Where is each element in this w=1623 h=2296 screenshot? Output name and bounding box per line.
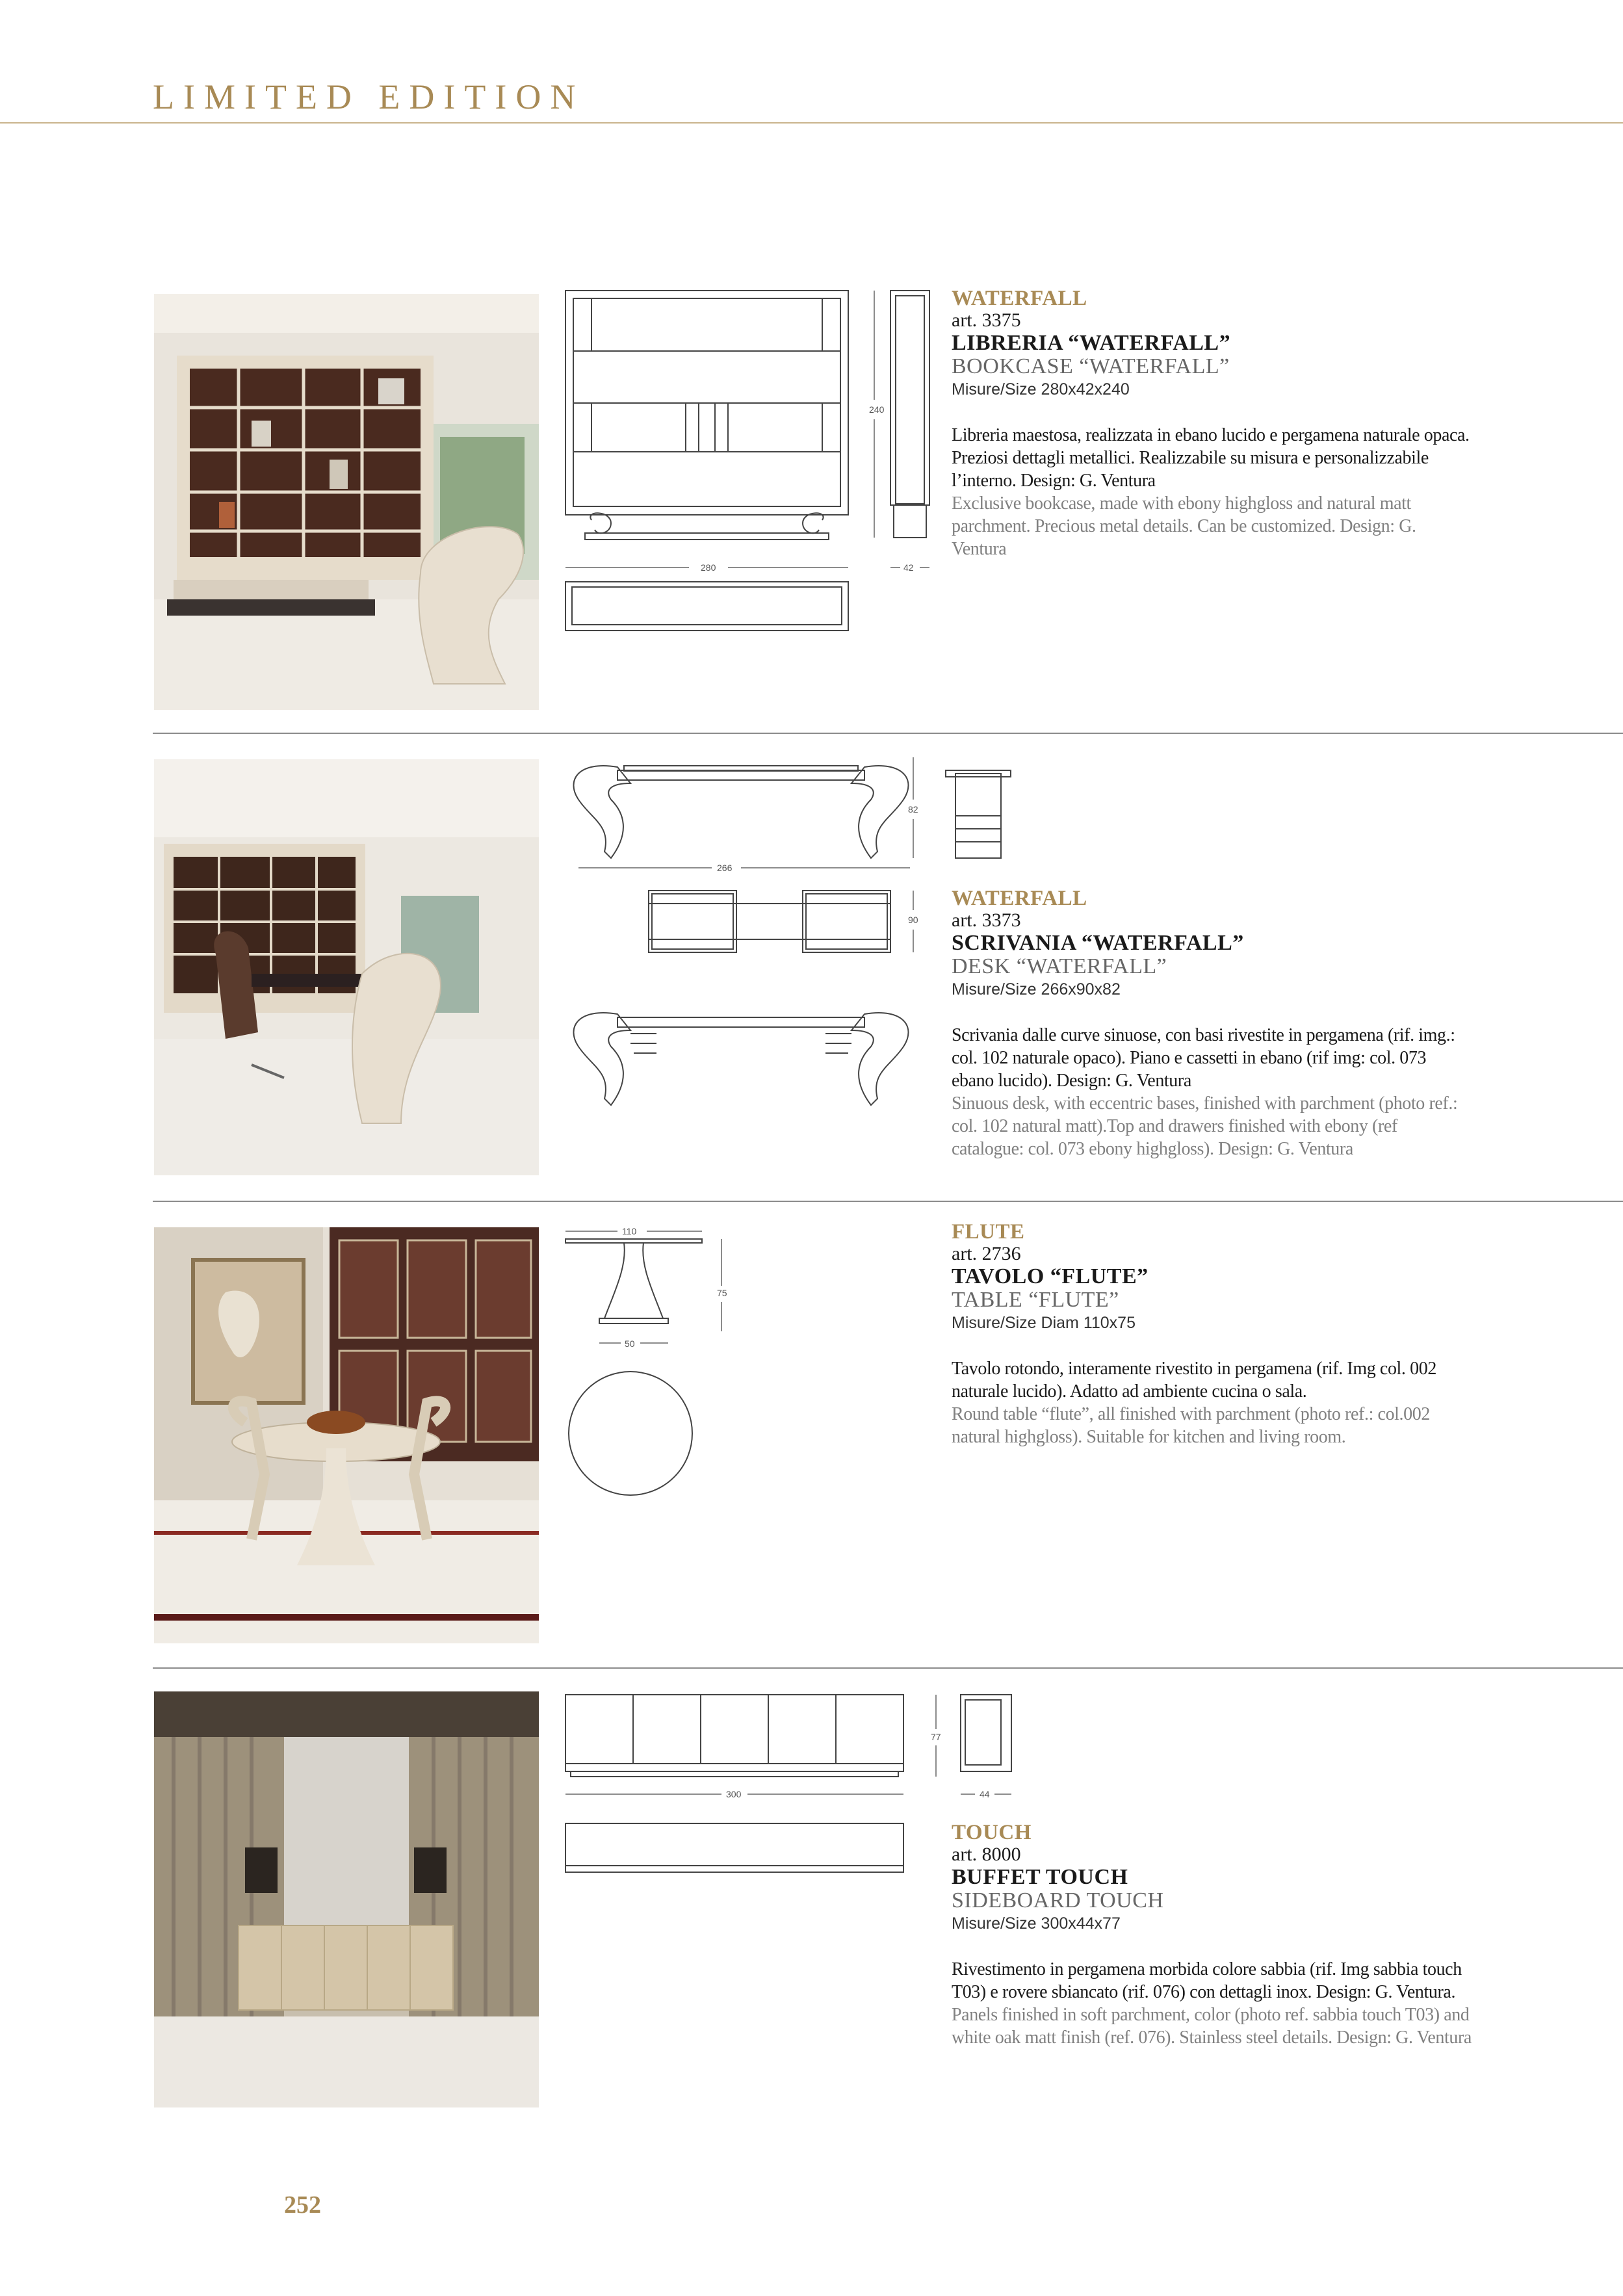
product-name-it: TAVOLO “FLUTE”: [952, 1264, 1149, 1288]
header-rule: [0, 122, 1623, 124]
table-photo: [154, 1227, 539, 1643]
desk-photo: [154, 759, 539, 1175]
product-name-it: BUFFET TOUCH: [952, 1865, 1128, 1889]
table-dim-base: 50: [625, 1338, 635, 1349]
product-description-en: Sinuous desk, with eccentric bases, finished with parchment (photo ref.: col. 102 natural matt).Top and drawers finished with ebony (ref catalogue: col. 073 ebony highgloss). Design: G. Ventura: [952, 1093, 1458, 1159]
product-art-number: art. 3375: [952, 309, 1021, 331]
desk-dim-width: 266: [717, 863, 733, 873]
sideboard-info: [952, 1821, 1472, 2049]
product-size: Misure/Size Diam 110x75: [952, 1314, 1136, 1332]
table-info: [952, 1221, 1472, 1448]
product-description-en: Panels finished in soft parchment, color (photo ref. sabbia touch T03) and white oak matt finish (ref. 076). Stainless steel details. Design: G. Ventura: [952, 2005, 1472, 2048]
product-size: Misure/Size 300x44x77: [952, 1914, 1121, 1933]
product-description-en: Round table “flute”, all finished with parchment (photo ref.: col.002 natural highgloss). Suitable for kitchen and living room.: [952, 1404, 1430, 1447]
desk-dim-depth: 90: [908, 915, 918, 925]
sideboard-dim-height: 77: [931, 1732, 941, 1742]
desk-dim-height: 82: [908, 804, 918, 815]
product-name-it: SCRIVANIA “WATERFALL”: [952, 931, 1244, 955]
sideboard-photo: [154, 1691, 539, 2107]
product-description-it: Libreria maestosa, realizzata in ebano lucido e pergamena naturale opaca. Preziosi dettagli metallici. Realizzabile su misura e personalizzabile l’interno. Design: G. Ventura: [952, 425, 1470, 491]
product-size: Misure/Size 280x42x240: [952, 380, 1130, 398]
product-collection: FLUTE: [952, 1220, 1025, 1244]
product-art-number: art. 8000: [952, 1844, 1021, 1865]
table-dim-height: 75: [717, 1288, 727, 1298]
page-header-title: LIMITED EDITION: [153, 77, 585, 116]
sideboard-dim-depth: 44: [980, 1789, 990, 1799]
product-collection: WATERFALL: [952, 887, 1087, 910]
product-collection: TOUCH: [952, 1821, 1032, 1844]
product-collection: WATERFALL: [952, 287, 1087, 310]
bookcase-info: [952, 287, 1472, 560]
bookcase-photo: [154, 294, 539, 710]
product-art-number: art. 2736: [952, 1243, 1021, 1264]
product-art-number: art. 3373: [952, 909, 1021, 931]
sideboard-dim-width: 300: [726, 1789, 742, 1799]
product-name-en: BOOKCASE “WATERFALL”: [952, 354, 1230, 378]
section-divider: [153, 1201, 1623, 1202]
product-name-en: DESK “WATERFALL”: [952, 954, 1167, 978]
bookcase-dim-height: 240: [869, 404, 885, 415]
bookcase-dim-depth: 42: [903, 562, 914, 573]
product-description-en: Exclusive bookcase, made with ebony highgloss and natural matt parchment. Precious metal details. Can be customized. Design: G. Ventura: [952, 493, 1416, 559]
section-divider: [153, 1667, 1623, 1669]
product-description-it: Tavolo rotondo, interamente rivestito in pergamena (rif. Img col. 002 naturale lucido). Adatto ad ambiente cucina o sala.: [952, 1359, 1436, 1402]
product-description-it: Rivestimento in pergamena morbida colore sabbia (rif. Img sabbia touch T03) e rovere sbiancato (rif. 076) con dettagli inox. Design: G. Ventura.: [952, 1959, 1462, 2002]
product-name-en: SIDEBOARD TOUCH: [952, 1888, 1164, 1912]
product-name-en: TABLE “FLUTE”: [952, 1288, 1119, 1312]
section-divider: [153, 733, 1623, 734]
product-name-it: LIBRERIA “WATERFALL”: [952, 331, 1231, 355]
desk-info: [952, 887, 1472, 1160]
table-technical-drawing: [559, 1227, 767, 1500]
bookcase-technical-drawing: [559, 289, 949, 640]
product-description-it: Scrivania dalle curve sinuose, con basi rivestite in pergamena (rif. img.: col. 102 naturale opaco). Piano e cassetti in ebano (rif img: col. 073 ebano lucido). Design: G. Ventura: [952, 1025, 1455, 1091]
table-dim-diameter: 110: [622, 1226, 637, 1236]
page-number: 252: [284, 2191, 321, 2219]
product-size: Misure/Size 266x90x82: [952, 980, 1121, 998]
bookcase-dim-width: 280: [701, 562, 716, 573]
